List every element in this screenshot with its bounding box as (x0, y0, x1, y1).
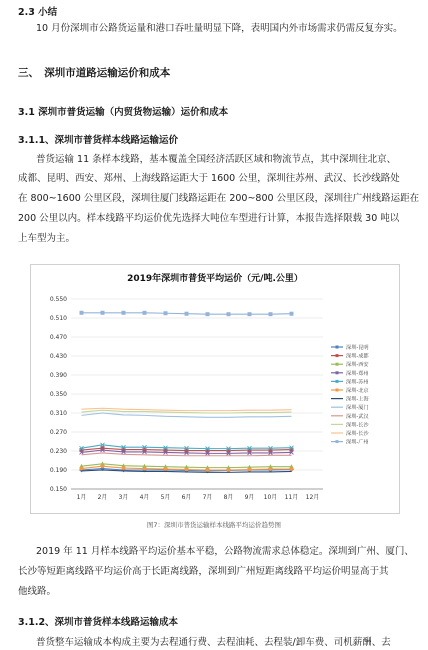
y-tick-label: 0.310 (49, 410, 67, 417)
section-heading-3: 三、 深圳市道路运输运价和成本 (18, 67, 171, 79)
legend-label: 深圳-成都 (346, 353, 369, 360)
data-point (143, 311, 147, 315)
legend-label: 深圳-厦门 (346, 405, 369, 412)
legend-marker (336, 354, 339, 357)
y-tick-label: 0.510 (49, 315, 67, 322)
data-point (269, 467, 273, 471)
figure-caption: 图7：深圳市普货运输样本线路平均运价趋势图 (146, 521, 282, 529)
paragraph-line: 普货运输 11 条样本线路，基本覆盖全国经济活跃区域和物流节点，其中深圳往北京、 (36, 154, 397, 165)
data-point (122, 466, 126, 470)
x-tick-label: 11月 (284, 494, 299, 501)
data-point (164, 467, 168, 471)
data-point (101, 464, 105, 468)
x-tick-label: 1月 (76, 494, 87, 501)
x-tick-label: 10月 (263, 494, 278, 501)
legend-marker (336, 440, 339, 443)
data-point (185, 468, 189, 472)
y-tick-label: 0.230 (49, 448, 67, 455)
data-point (143, 467, 147, 471)
paragraph-line: 上车型为主。 (18, 233, 76, 244)
x-tick-label: 2月 (97, 494, 108, 501)
legend-label: 深圳-郑州 (346, 370, 369, 377)
legend-marker (336, 380, 339, 383)
legend-label: 深圳-上海 (346, 396, 369, 403)
y-tick-label: 0.390 (49, 372, 67, 379)
y-tick-label: 0.270 (49, 429, 67, 436)
x-tick-label: 3月 (118, 494, 129, 501)
legend-label: 深圳-西安 (346, 362, 369, 369)
data-point (227, 468, 231, 472)
data-point (101, 311, 105, 315)
legend-label: 深圳-武汉 (346, 413, 369, 420)
section-heading-3-1-1: 3.1.1、深圳市普货样本线路运输运价 (18, 135, 179, 146)
legend-marker (336, 389, 339, 392)
chart-container (30, 264, 400, 514)
line-chart (31, 265, 399, 513)
data-point (290, 312, 294, 316)
section-heading-3-1-2: 3.1.2、深圳市普货样本线路运输成本 (18, 617, 179, 628)
section-heading-2-3: 2.3 小结 (18, 7, 58, 18)
series-line (82, 408, 292, 410)
legend-marker (336, 363, 339, 366)
data-point (227, 312, 231, 316)
section-heading-3-1: 3.1 深圳市普货运输（内贸货物运输）运价和成本 (18, 107, 229, 118)
data-point (248, 468, 252, 472)
legend-label: 深圳-北京 (346, 388, 369, 394)
legend-label: 深圳-长沙 (346, 431, 369, 437)
paragraph-line: 他线路。 (18, 586, 57, 597)
y-tick-label: 0.470 (49, 334, 67, 341)
x-tick-label: 12月 (305, 494, 320, 501)
x-tick-label: 4月 (139, 494, 150, 501)
paragraph-line: 2019 年 11 月样本线路平均运价基本平稳，公路物流需求总体稳定。深圳到广州、厦门、 (36, 546, 414, 557)
paragraph-line: 成都、昆明、西安、郑州、上海线路运距大于 1600 公里，深圳往苏州、武汉、长沙线路处 (18, 173, 400, 184)
legend-label: 深圳-苏州 (346, 379, 369, 386)
y-tick-label: 0.550 (49, 296, 67, 303)
data-point (290, 467, 294, 471)
x-tick-label: 5月 (160, 494, 171, 501)
paragraph-line: 在 800~1600 公里区段，深圳往厦门线路运距在 200~800 公里区段，深圳往广州线路运距在 (18, 193, 420, 204)
x-tick-label: 9月 (244, 494, 255, 501)
data-point (206, 468, 210, 472)
data-point (80, 311, 84, 315)
data-point (80, 467, 84, 471)
chart-title: 2019年深圳市普货平均运价（元/吨.公里） (127, 274, 303, 284)
data-point (122, 311, 126, 315)
paragraph-line: 200 公里以内。样本线路平均运价优先选择大吨位车型进行计算，本报告选择限载 30 吨以 (18, 213, 400, 224)
y-tick-label: 0.150 (49, 486, 67, 493)
data-point (185, 312, 189, 316)
data-point (269, 312, 273, 316)
data-point (206, 312, 210, 316)
y-tick-label: 0.190 (49, 467, 67, 474)
data-point (164, 311, 168, 315)
paragraph-line: 普货整车运输成本构成主要为去程通行费、去程油耗、去程装/卸车费、司机薪酬、去 (36, 637, 391, 648)
data-point (248, 312, 252, 316)
paragraph-line: 长沙等短距离线路平均运价高于长距离线路，深圳到广州短距离线路平均运价明显高于其 (18, 566, 389, 577)
x-tick-label: 8月 (223, 494, 234, 501)
paragraph-2-3: 10 月份深圳市公路货运量和港口吞吐量明显下降，表明国内外市场需求仍需反复夯实。 (36, 23, 403, 34)
legend-label: 深圳-长沙 (346, 422, 369, 429)
series-line (82, 413, 292, 417)
legend-label: 深圳-昆明 (346, 345, 369, 351)
y-tick-label: 0.350 (49, 391, 67, 398)
legend-marker (336, 346, 339, 349)
x-tick-label: 7月 (202, 494, 213, 501)
legend-marker (336, 371, 339, 374)
y-tick-label: 0.430 (49, 353, 67, 360)
legend-label: 深圳-广州 (346, 439, 369, 446)
x-tick-label: 6月 (181, 494, 192, 501)
